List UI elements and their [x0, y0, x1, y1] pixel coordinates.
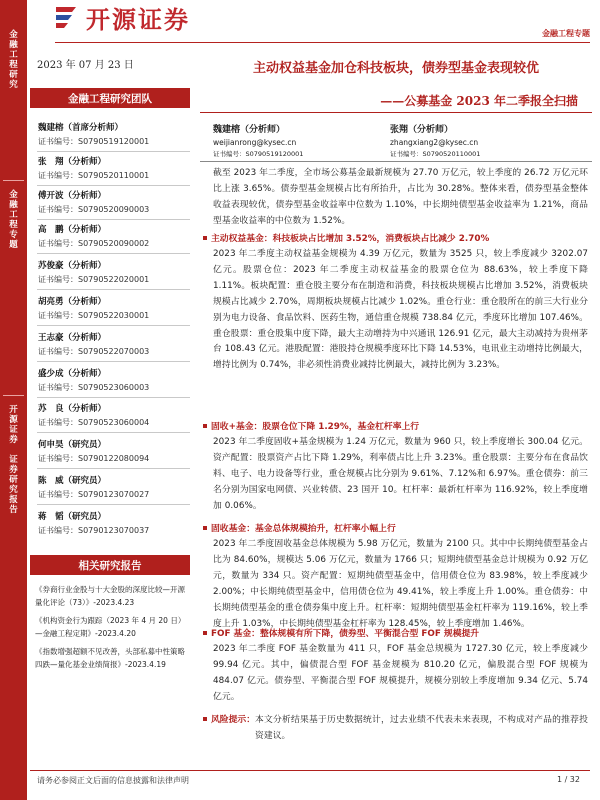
header-divider	[55, 42, 590, 43]
analyst-name: 傅开波（分析师）	[38, 191, 107, 201]
analyst-cert: 证书编号：S0790522020001	[38, 275, 150, 284]
report-type-tag: 金融工程专题	[542, 29, 590, 38]
section-heading-active-equity	[203, 232, 588, 246]
fixed-income-plus-paragraph: 2023 年二季度固收+基金规模为 1.24 万亿元，数量为 960 只，较上季度增长 300.04 亿元。资产配置：股票资产占比下降 1.29%，利率债占比上升 3.23%。重仓股票：主要分布在食品饮料、电子、电力设备等行业，重仓规模占比分别为 9.61%、7.12%和 6.97%。重仓债券：前三名分别为国家电网债、兴业转债、23 国开 10。杠杆率：最新杠杆率为 116.92%，较上季度增加 0.06%。	[213, 437, 588, 511]
footer-disclaimer[interactable]: 请务必参阅正文后面的信息披露和法律声明	[37, 776, 189, 785]
analyst-divider	[37, 468, 190, 469]
fof-paragraph: 2023 年二季度 FOF 基金数量为 411 只，FOF 基金总规模为 1727.30 亿元，较上季度减少 99.94 亿元。其中，偏债混合型 FOF 基金规模为 810.20 亿元，偏股混合型 FOF 规模为 484.07 亿元。债券型、平衡混合型 FOF 规模提升，规模分别较上季度增加 9.34 亿元、5.74 亿元。	[213, 644, 588, 702]
strip-label-report: 开 源 证 券 证 券 研 究 报 告	[9, 405, 18, 515]
analyst-cert: 证书编号：S0790122080094	[38, 454, 150, 463]
strip-label-topic: 金 融 工 程 专 题	[9, 190, 18, 250]
report-title: 主动权益基金加仓科技板块，债券型基金表现较优	[252, 61, 539, 76]
analyst-name: 张 翔（分析师）	[38, 157, 107, 167]
analyst-name: 蒋 韬（研究员）	[38, 512, 107, 522]
analyst-cert: 证书编号：S0790522070003	[38, 347, 150, 356]
analyst-divider	[37, 253, 190, 254]
analyst-divider	[37, 504, 190, 505]
section-heading-text: 固收基金：基金总体规模抬升，杠杆率小幅上行	[211, 524, 396, 534]
analyst-cert: 证书编号：S0790523060004	[38, 418, 150, 427]
analyst-name: 胡亮勇（分析师）	[38, 297, 107, 307]
analyst-name: 盛少成（分析师）	[38, 369, 107, 379]
section-heading-text: FOF 基金：整体规模有所下降，债券型、平衡混合型 FOF 规模提升	[211, 629, 480, 639]
bullet-icon	[203, 424, 207, 428]
bullet-icon	[203, 236, 207, 240]
analyst-entry	[38, 510, 188, 536]
bullet-icon	[203, 631, 207, 635]
related-reports-title: 相关研究报告	[30, 555, 190, 575]
analyst-entry	[38, 121, 188, 147]
section-heading-text: 风险提示：	[211, 715, 255, 725]
page-number: 1 / 32	[556, 775, 580, 784]
author-block	[213, 122, 303, 158]
analyst-cert: 证书编号：S0790519120001	[38, 137, 150, 146]
analyst-name: 何申昊（研究员）	[38, 440, 107, 450]
section-heading-text: 主动权益基金：科技板块占比增加 3.52%，消费板块占比减少 2.70%	[211, 234, 490, 244]
report-subtitle: ——公募基金 2023 年二季报全扫描	[380, 94, 578, 108]
analyst-entry	[38, 367, 188, 393]
analyst-entry	[38, 259, 188, 285]
analyst-entry	[38, 438, 188, 464]
author-name: 魏建榕（分析师）	[213, 125, 286, 135]
summary-paragraph: 截至 2023 年二季度，全市场公募基金最新规模为 27.70 万亿元，较上季度的 26.72 万亿元环比上涨 3.65%。债券型基金规模占比有所抬升，占比为 30.28%。整体来看，债券型基金整体收益表现较优，债券型基金收益率中位数为 1.10%，中长期纯债型基金收益率为 1.21%，商品型基金收益率的中位数为 1.52%。	[213, 168, 588, 226]
author-cert: 证书编号：S0790520110001	[390, 150, 481, 158]
analyst-name: 苏俊豪（分析师）	[38, 261, 107, 271]
analyst-cert: 证书编号：S0790520090002	[38, 239, 150, 248]
analyst-cert: 证书编号：S0790123070037	[38, 526, 150, 535]
analyst-name: 魏建榕（首席分析师）	[38, 123, 124, 133]
bullet-icon	[203, 526, 207, 530]
analyst-entry	[38, 189, 188, 215]
team-title: 金融工程研究团队	[30, 88, 190, 108]
title-divider	[200, 112, 592, 113]
author-divider	[200, 161, 592, 162]
brand-logo	[52, 0, 190, 34]
analyst-cert: 证书编号：S0790523060003	[38, 383, 150, 392]
bullet-icon	[203, 717, 207, 721]
section-heading-fof	[203, 627, 588, 641]
logo-mark-icon	[52, 4, 80, 30]
analyst-cert: 证书编号：S0790123070027	[38, 490, 150, 499]
strip-divider	[3, 395, 24, 396]
related-report-link[interactable]: 《机构资金行为跟踪（2023 年 4 月 20 日）—金融工程定期》-2023.4.20	[35, 616, 186, 638]
related-report-link[interactable]: 《指数增强超额不见改善，头部私募中性策略四跌—量化基金业绩简报》-2023.4.19	[35, 647, 185, 669]
risk-paragraph: 本文分析结果基于历史数据统计，过去业绩不代表未来表现，不构成对产品的推荐投资建议。	[255, 715, 588, 741]
analyst-entry	[38, 295, 188, 321]
analyst-divider	[37, 185, 190, 186]
author-cert: 证书编号：S0790519120001	[213, 150, 304, 158]
analyst-divider	[37, 289, 190, 290]
section-heading-fixed-income-plus	[203, 420, 588, 434]
active-equity-paragraph: 2023 年二季度主动权益基金规模为 4.39 万亿元，数量为 3525 只，较上季度减少 3202.07 亿元。股票仓位：2023 年二季度主动权益基金的股票仓位为 88.63%，较上季度下降 1.11%。板块配置：重仓股主要分布在制造和消费，科技板块规模占比增加 3.52%，消费板块规模占比减少 2.70%，周期板块规模占比减少 1.02%。重仓行业：重仓股所在的前三大行业分别为电力设备、食品饮料、医药生物，通信重仓规模 738.84 亿元，季度环比增加 107.46%。重仓股票：重仓股集中度下降，最大主动增持为中兴通讯 126.91 亿元，最大主动减持为贵州茅台 108.43 亿元。港股配置：港股持仓规模季度环比下降 14.53%，电讯业主动增持比例最大，增持比例为 0.74%，非必须性消费业减持比例最大，减持比例为 3.23%。	[213, 249, 588, 371]
analyst-entry	[38, 223, 188, 249]
analyst-divider	[37, 432, 190, 433]
author-block	[390, 122, 480, 158]
analyst-divider	[37, 325, 190, 326]
analyst-cert: 证书编号：S0790520090003	[38, 205, 150, 214]
report-date: 2023 年 07 月 23 日	[37, 60, 134, 71]
analyst-name: 苏 良（分析师）	[38, 404, 107, 414]
author-email[interactable]: weijianrong@kysec.cn	[213, 138, 297, 147]
analyst-name: 陈 威（研究员）	[38, 476, 107, 486]
analyst-entry	[38, 474, 188, 500]
analyst-name: 高 鹏（分析师）	[38, 225, 107, 235]
analyst-divider	[37, 361, 190, 362]
section-heading-text: 固收+基金：股票仓位下降 1.29%，基金杠杆率上行	[211, 422, 420, 432]
analyst-entry	[38, 402, 188, 428]
analyst-entry	[38, 331, 188, 357]
section-heading-fixed-income	[203, 522, 588, 536]
strip-divider	[3, 180, 24, 181]
fixed-income-paragraph: 2023 年二季度固收基金总体规模为 5.98 万亿元，数量为 2100 只。其中中长期纯债型基金占比为 84.60%，规模达 5.06 万亿元，数量为 1766 只；短期纯债型基金总计规模为 0.92 万亿元，数量为 334 只。资产配置：短期纯债型基金中，信用债仓位为 83.98%，较上季度减少 2.00%；中长期纯债型基金中，信用债仓位为 49.41%，较上季度上升 1.00%。重仓债券：中长期纯债型基金的重仓债券集中度上升。杠杆率：短期纯债型基金杠杆率为 119.16%，较上季度上升 1.03%，中长期纯债型基金杠杆率为 128.45%，较上季度增加 1.46%。	[213, 539, 588, 629]
logo-text: 开源证券	[86, 5, 190, 34]
analyst-divider	[37, 151, 190, 152]
analyst-name: 王志豪（分析师）	[38, 333, 107, 343]
related-report-link[interactable]: 《券商行业金股与十大金股的深度比较—开源量化评论（73）》-2023.4.23	[35, 585, 185, 607]
analyst-entry	[38, 155, 188, 181]
analyst-cert: 证书编号：S0790522030001	[38, 311, 150, 320]
analyst-divider	[37, 219, 190, 220]
analyst-cert: 证书编号：S0790520110001	[38, 171, 150, 180]
author-name: 张翔（分析师）	[390, 125, 454, 135]
analyst-divider	[37, 397, 190, 398]
strip-label-research: 金 融 工 程 研 究	[9, 30, 18, 90]
footer-divider	[30, 770, 590, 771]
side-strip	[0, 0, 27, 800]
author-email[interactable]: zhangxiang2@kysec.cn	[390, 138, 479, 147]
